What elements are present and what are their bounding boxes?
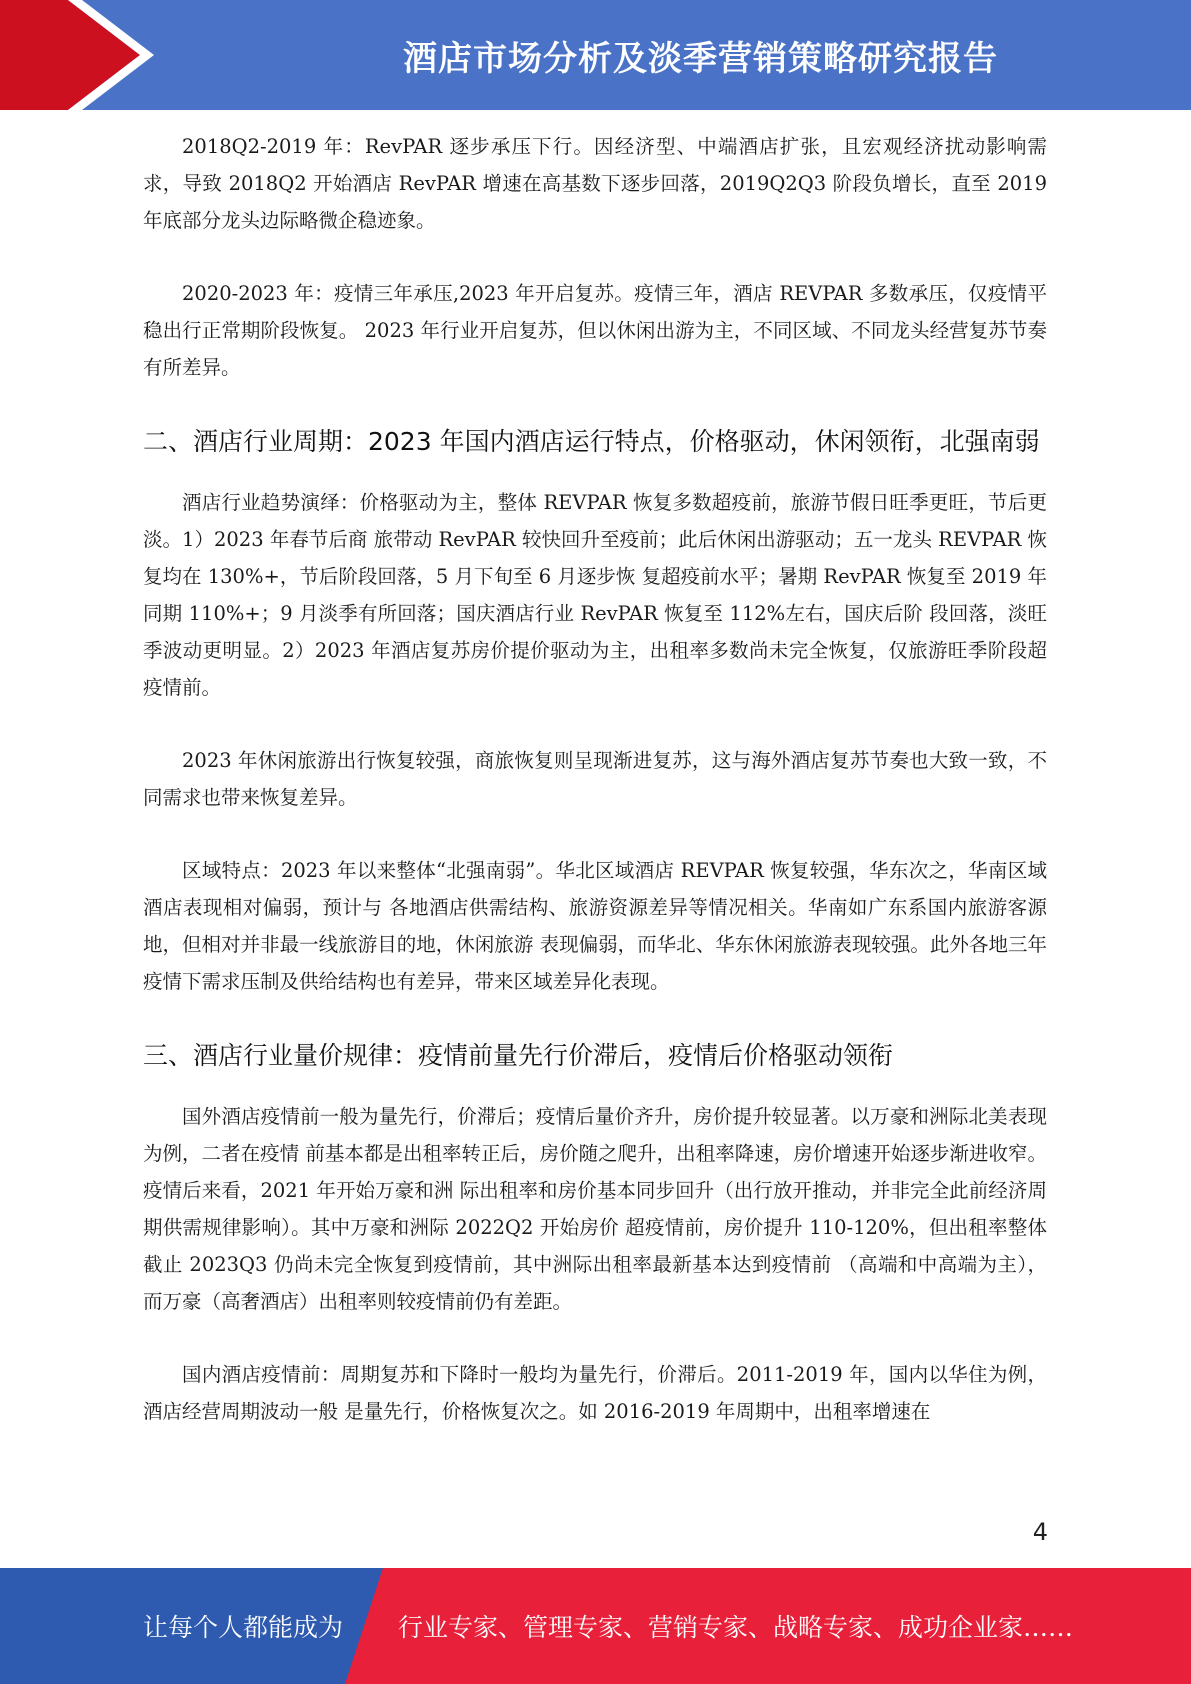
section-heading-2: 二、酒店行业周期：2023 年国内酒店运行特点，价格驱动，休闲领衔，北强南弱 (143, 427, 1040, 456)
footer-slogan-right: 行业专家、管理专家、营销专家、战略专家、成功企业家…… (398, 1613, 1074, 1642)
footer-slogan-left: 让每个人都能成为 (143, 1613, 344, 1642)
paragraph-leisure-travel: 2023 年休闲旅游出行恢复较强，商旅恢复则呈现渐进复苏，这与海外酒店复苏节奏也大致一致，不同需求也带来恢复差异。 (143, 749, 1047, 809)
page-header (0, 0, 1191, 110)
page-body (143, 128, 1047, 1466)
paragraph-revpar-2018-2019: 2018Q2-2019 年：RevPAR 逐步承压下行。因经济型、中端酒店扩张，且宏观经济扰动影响需求，导致 2018Q2 开始酒店 RevPAR 增速在高基数下逐步回落，2019Q2Q3 阶段负增长，直至 2019 年底部分龙头边际略微企稳迹象。 (143, 135, 1047, 232)
page-footer (0, 1568, 1191, 1684)
header-arrow-shape (0, 0, 160, 110)
page-number: 4 (1032, 1518, 1048, 1546)
paragraph-domestic-hotels: 国内酒店疫情前：周期复苏和下降时一般均为量先行，价滞后。2011-2019 年，国内以华住为例，酒店经营周期波动一般 是量先行，价格恢复次之。如 2016-2019 年周期中，出租率增速在 (143, 1363, 1047, 1423)
paragraph-industry-trend: 酒店行业趋势演绎：价格驱动为主，整体 REVPAR 恢复多数超疫前，旅游节假日旺季更旺，节后更淡。1）2023 年春节后商 旅带动 RevPAR 较快回升至疫前；此后休闲出游驱动；五一龙头 REVPAR 恢复均在 130%+，节后阶段回落，5 月下旬至 6 月逐步恢 复超疫前水平；暑期 RevPAR 恢复至 2019 年同期 110%+；9 月淡季有所回落；国庆酒店行业 RevPAR 恢复至 112%左右，国庆后阶 段回落，淡旺季波动更明显。2）2023 年酒店复苏房价提价驱动为主，出租率多数尚未完全恢复，仅旅游旺季阶段超疫情前。 (143, 491, 1047, 699)
section-heading-3: 三、酒店行业量价规律：疫情前量先行价滞后，疫情后价格驱动领衔 (143, 1041, 894, 1070)
document-title: 酒店市场分析及淡季营销策略研究报告 (403, 38, 998, 79)
paragraph-pandemic-2020-2023: 2020-2023 年：疫情三年承压,2023 年开启复苏。疫情三年，酒店 REVPAR 多数承压，仅疫情平稳出行正常期阶段恢复。 2023 年行业开启复苏，但以休闲出游为主，不同区域、不同龙头经营复苏节奏有所差异。 (143, 282, 1047, 379)
paragraph-overseas-hotels: 国外酒店疫情前一般为量先行，价滞后；疫情后量价齐升，房价提升较显著。以万豪和洲际北美表现为例，二者在疫情 前基本都是出租率转正后，房价随之爬升，出租率降速，房价增速开始逐步渐进收窄。疫情后来看，2021 年开始万豪和洲 际出租率和房价基本同步回升（出行放开推动，并非完全此前经济周期供需规律影响）。其中万豪和洲际 2022Q2 开始房价 超疫情前，房价提升 110-120%，但出租率整体截止 2023Q3 仍尚未完全恢复到疫情前，其中洲际出租率最新基本达到疫情前 （高端和中高端为主），而万豪（高奢酒店）出租率则较疫情前仍有差距。 (143, 1105, 1047, 1313)
paragraph-regional-features: 区域特点：2023 年以来整体“北强南弱”。华北区域酒店 REVPAR 恢复较强，华东次之，华南区域酒店表现相对偏弱，预计与 各地酒店供需结构、旅游资源差异等情况相关。华南如广东系国内旅游客源地，但相对并非最一线旅游目的地，休闲旅游 表现偏弱，而华北、华东休闲旅游表现较强。此外各地三年疫情下需求压制及供给结构也有差异，带来区域差异化表现。 (143, 859, 1047, 993)
